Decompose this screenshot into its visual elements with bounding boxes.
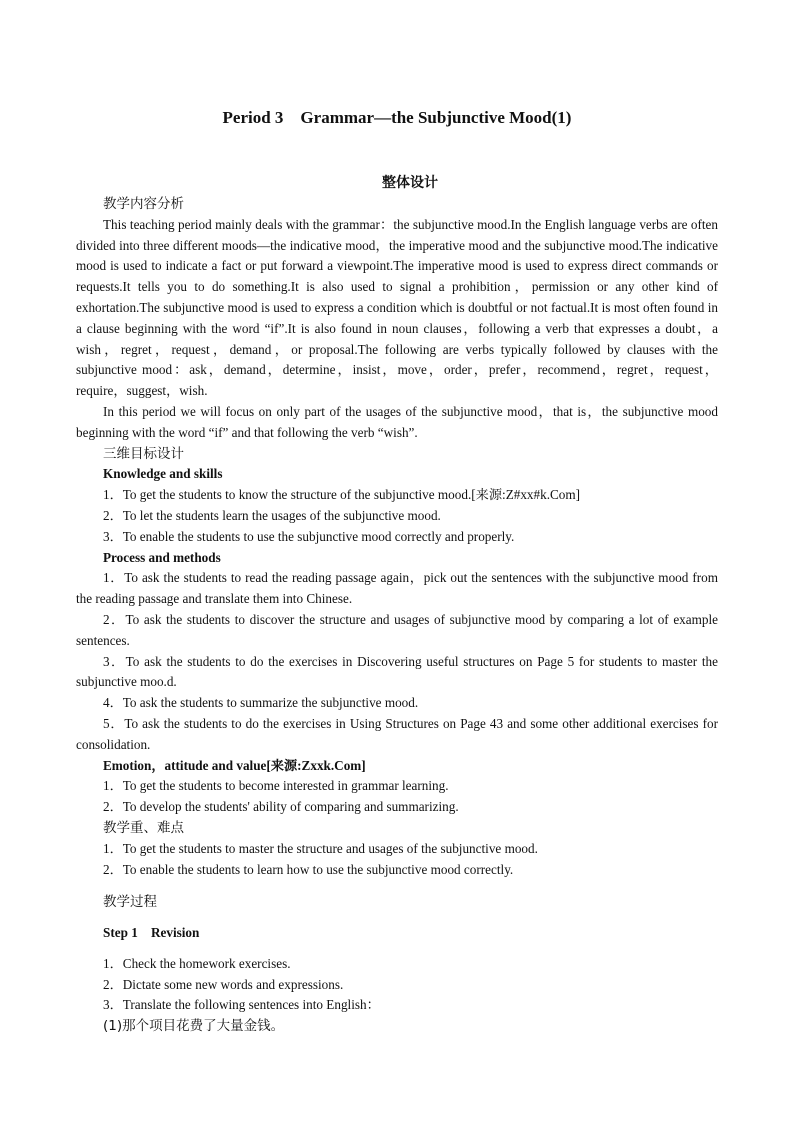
design-subtitle: 整体设计: [382, 175, 438, 191]
step1-item: 2．Dictate some new words and expressions.: [103, 976, 344, 992]
goals-heading: 三维目标设计: [103, 445, 184, 462]
emotion-heading: Emotion，attitude and value[来源:Zxxk.Com]: [103, 757, 366, 773]
process-item: 2．To ask the students to discover the structure and usages of subjunctive mood by comparing a lot of example sentences.: [76, 611, 718, 648]
process-item: 5．To ask the students to do the exercises in Using Structures on Page 43 and some other additional exercises for consolidation.: [76, 715, 718, 752]
knowledge-item: 3．To enable the students to use the subjunctive mood correctly and properly.: [103, 528, 515, 544]
step1-heading: Step 1 Revision: [103, 925, 200, 941]
focus-heading: 教学重、难点: [103, 819, 184, 836]
analysis-heading: 教学内容分析: [103, 196, 184, 212]
step1-item: 3．Translate the following sentences into English：: [103, 997, 380, 1013]
analysis-paragraph-1: This teaching period mainly deals with the grammar：the subjunctive mood.In the English language verbs are often divided into three different moods—the indicative mood，the imperative mood and the subjunctive mood.The indicative mood is used to indicate a fact or put forward a viewpoint.The imperative mood is used to express direct commands or requests.It tells you to do something.It is also used to signal a prohibition，permission or any other kind of exhortation.The subjunctive mood is used to express a condition which is doubtful or not factual.It is most often found in a clause beginning with the word “if”.It is also found in noun clauses，following a verb that expresses a doubt，a wish，regret，request，demand，or proposal.The following are verbs typically followed by clauses with the subjunctive mood：ask，demand，determine，insist，move，order，prefer，recommend，regret，request，require，suggest，wish.: [76, 216, 718, 399]
emotion-item: 2．To develop the students' ability of comparing and summarizing.: [103, 799, 459, 815]
step1-item: 1．Check the homework exercises.: [103, 955, 291, 971]
process-item: 4．To ask the students to summarize the subjunctive mood.: [103, 695, 419, 711]
process-heading: Process and methods: [103, 549, 221, 565]
process-item: 3．To ask the students to do the exercises in Discovering useful structures on Page 5 for students to master the subjunctive moo.d.: [76, 653, 718, 690]
document-body: [76, 194, 718, 1037]
process-item: 1．To ask the students to read the reading passage again，pick out the sentences with the subjunctive mood from the reading passage and translate them into Chinese.: [76, 570, 718, 607]
focus-item: 1．To get the students to master the structure and usages of the subjunctive mood.: [103, 840, 538, 856]
page-title: Period 3 Grammar—the Subjunctive Mood(1): [222, 108, 572, 127]
analysis-paragraph-2: In this period we will focus on only part of the usages of the subjunctive mood，that is，the subjunctive mood beginning with the word “if” and that following the verb “wish”.: [76, 403, 718, 440]
teaching-process-heading: 教学过程: [103, 894, 157, 911]
step1-sentence: (1)那个项目花费了大量金钱。: [103, 1018, 285, 1035]
emotion-item: 1．To get the students to become interested in grammar learning.: [103, 778, 449, 794]
knowledge-item: 2．To let the students learn the usages of the subjunctive mood.: [103, 507, 441, 523]
focus-item: 2．To enable the students to learn how to use the subjunctive mood correctly.: [103, 861, 514, 877]
knowledge-heading: Knowledge and skills: [103, 466, 223, 482]
knowledge-item: 1．To get the students to know the structure of the subjunctive mood.[来源:Z#xx#k.Com]: [103, 487, 581, 503]
